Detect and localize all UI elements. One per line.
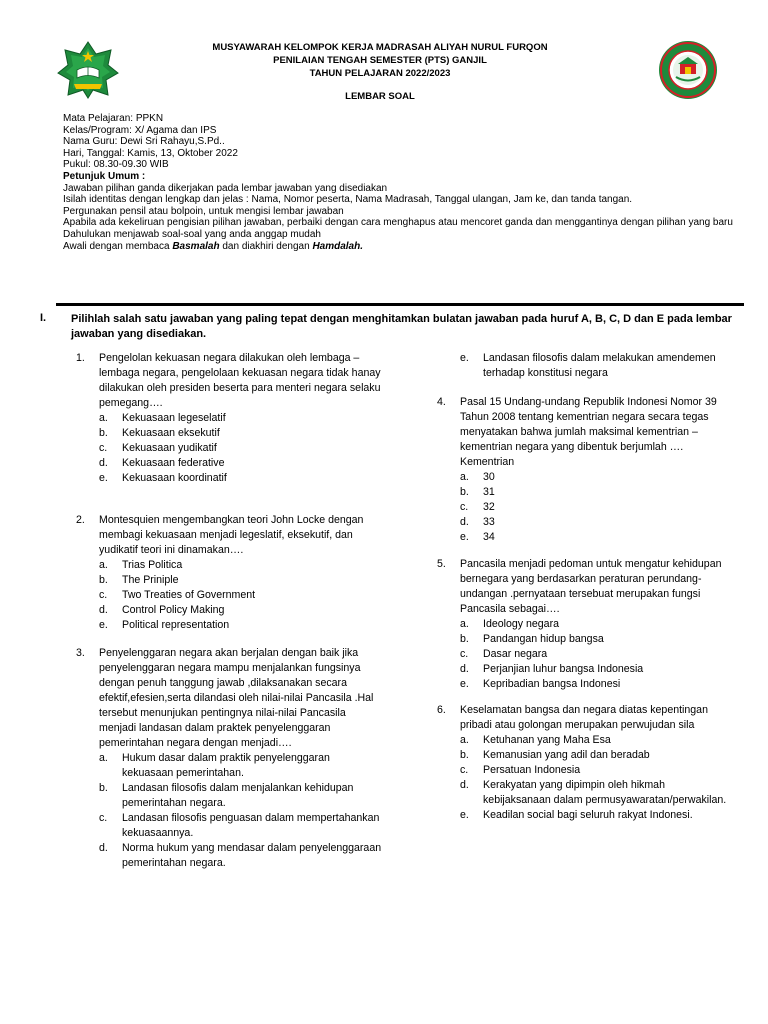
info-line: Hari, Tanggal: Kamis, 13, Oktober 2022 — [63, 147, 238, 159]
option-text: Norma hukum yang mendasar dalam penyelenggaraan pemerintahan negara. — [122, 842, 382, 869]
option-text: Kemanusian yang adil dan beradab — [483, 749, 650, 761]
option-text: Landasan filosofis penguasan dalam mempertahankan kekuasaannya. — [122, 812, 380, 839]
option-letter: d. — [99, 604, 108, 616]
instruction-item: Jawaban pilihan ganda dikerjakan pada lembar jawaban yang disediakan — [63, 182, 388, 194]
info-line: Nama Guru: Dewi Sri Rahayu,S.Pd.. — [63, 136, 225, 148]
answer-option — [460, 662, 732, 677]
answer-option — [460, 530, 732, 545]
basmalah-text: Basmalah — [172, 240, 220, 252]
option-text: 32 — [483, 501, 495, 513]
option-text: Kekuasaan koordinatif — [122, 472, 227, 484]
option-letter: b. — [99, 782, 108, 794]
option-letter: c. — [99, 442, 108, 454]
answer-option — [99, 781, 382, 811]
answer-option — [99, 558, 382, 573]
option-letter: e. — [99, 472, 108, 484]
option-letter: a. — [99, 412, 108, 424]
answer-option — [99, 441, 382, 456]
answer-option — [460, 515, 732, 530]
option-letter: a. — [460, 618, 469, 630]
question — [437, 395, 732, 545]
option-letter: d. — [460, 516, 469, 528]
option-text: Two Treaties of Government — [122, 589, 256, 601]
instruction-item: Isilah identitas dengan lengkap dan jelas : Nama, Nomor peserta, Nama Madrasah, Tanggal ulangan, Jam ke, dan tanda tangan. — [63, 194, 633, 206]
answer-option — [460, 647, 732, 662]
option-letter: c. — [460, 764, 469, 776]
option-letter: a. — [460, 734, 469, 746]
option-text: Pandangan hidup bangsa — [483, 633, 604, 645]
answer-option — [99, 811, 382, 841]
instruction-item-last — [63, 241, 733, 253]
question-number: 4. — [437, 396, 446, 408]
option-text: Political representation — [122, 619, 230, 631]
option-text: 30 — [483, 471, 495, 483]
info-line: Mata Pelajaran: PPKN — [63, 113, 164, 124]
instruction-item: Pergunakan pensil atau bolpoin, untuk mengisi lembar jawaban — [63, 205, 344, 217]
answer-option — [460, 733, 732, 748]
option-text: Control Policy Making — [122, 604, 225, 616]
instruction-item: Dahulukan menjawab soal-soal yang anda anggap mudah — [63, 228, 321, 240]
question-text: Montesquien mengembangkan teori John Locke dengan membagi kekuasaan menjadi legeslatif, eksekutif, dan yudikatif teori ini dinamakan…. — [99, 514, 364, 556]
option-letter: c. — [460, 648, 469, 660]
question-number: 5. — [437, 558, 446, 570]
option-text: Keadilan social bagi seluruh rakyat Indonesi. — [483, 809, 693, 821]
answer-option — [99, 841, 382, 871]
hamdalah-text: Hamdalah. — [312, 240, 364, 252]
question-continued — [460, 351, 730, 381]
option-text: Ideology negara — [483, 618, 559, 630]
option-letter: b. — [460, 486, 469, 498]
option-letter: c. — [460, 501, 469, 513]
sheet-title: LEMBAR SOAL — [345, 91, 415, 102]
option-text: The Priniple — [122, 574, 179, 586]
instruction-text: Awali dengan membaca — [63, 240, 173, 252]
question-number: 1. — [76, 352, 85, 364]
answer-option — [99, 456, 382, 471]
option-text: Kepribadian bangsa Indonesi — [483, 678, 621, 690]
question-text: Pengelolan kekuasan negara dilakukan oleh lembaga –lembaga negara, pengelolaan kekuasan negara tidak hanay dilakukan oleh presiden beserta para menteri negara selaku pemegang…. — [99, 352, 381, 409]
answer-option — [99, 603, 382, 618]
question — [76, 513, 382, 633]
section-number: I. — [40, 312, 47, 324]
option-letter: d. — [99, 457, 108, 469]
instruction-text: dan diakhiri dengan — [219, 240, 313, 252]
option-letter: b. — [99, 574, 108, 586]
answer-option — [99, 573, 382, 588]
option-text: Kekuasaan yudikatif — [122, 442, 217, 454]
question-number: 3. — [76, 647, 85, 659]
option-letter: c. — [99, 589, 108, 601]
option-text: Kekuasaan federative — [122, 457, 225, 469]
header-line: PENILAIAN TENGAH SEMESTER (PTS) GANJIL — [273, 55, 487, 66]
answer-option — [460, 617, 732, 632]
option-letter: a. — [460, 471, 469, 483]
option-letter: e. — [99, 619, 108, 631]
answer-option — [460, 808, 732, 823]
exam-header — [130, 41, 630, 80]
info-line: Kelas/Program: X/ Agama dan IPS — [63, 124, 217, 136]
option-letter: c. — [99, 812, 108, 824]
answer-option — [460, 748, 732, 763]
option-letter: e. — [460, 809, 469, 821]
answer-option — [99, 426, 382, 441]
question-number: 6. — [437, 704, 446, 716]
option-text: Landasan filosofis dalam melakukan amendemen terhadap konstitusi negara — [483, 352, 716, 379]
option-letter: d. — [99, 842, 108, 854]
option-letter: d. — [460, 779, 469, 791]
option-text: Trias Politica — [122, 559, 183, 571]
option-letter: a. — [99, 559, 108, 571]
question-text: Pancasila menjadi pedoman untuk mengatur kehidupan bernegara yang berdasarkan peraturan perundang-undangan .pernyataan tersebuat merupakan fungsi Pancasila sebagai…. — [460, 558, 722, 615]
section-divider — [56, 303, 744, 306]
option-letter: e. — [460, 678, 469, 690]
option-text: 33 — [483, 516, 495, 528]
option-letter: b. — [99, 427, 108, 439]
exam-info — [63, 113, 733, 252]
answer-option — [460, 632, 732, 647]
answer-option — [460, 470, 732, 485]
answer-option — [99, 588, 382, 603]
option-letter: e. — [460, 531, 469, 543]
question — [437, 557, 732, 692]
answer-option — [99, 471, 382, 486]
madrasah-seal-icon — [658, 40, 718, 100]
answer-option — [460, 351, 730, 381]
ministry-emblem-icon — [56, 40, 120, 100]
answer-option — [460, 677, 732, 692]
question-text: Keselamatan bangsa dan negara diatas kepentingan pribadi atau golongan merupakan perwujudan sila — [460, 704, 708, 731]
option-letter: b. — [460, 749, 469, 761]
option-text: Persatuan Indonesia — [483, 764, 581, 776]
option-letter: b. — [460, 633, 469, 645]
option-text: Kekuasaan eksekutif — [122, 427, 220, 439]
instructions-label: Petunjuk Umum : — [63, 170, 146, 182]
option-letter: a. — [99, 752, 108, 764]
instruction-item: Apabila ada kekeliruan pengisian pilihan jawaban, perbaiki dengan cara menghapus atau mencoret ganda dan menggantinya dengan pilihan yang baru — [63, 217, 733, 229]
option-text: 31 — [483, 486, 495, 498]
info-line: Pukul: 08.30-09.30 WIB — [63, 159, 169, 171]
option-text: Landasan filosofis dalam menjalankan kehidupan pemerintahan negara. — [122, 782, 354, 809]
option-text: Dasar negara — [483, 648, 548, 660]
question-text: Pasal 15 Undang-undang Republik Indonesi Nomor 39 Tahun 2008 tentang kementrian negara secara tegas menyatakan bahwa jumlah maksimal kementrian –kementrian negara yang dibentuk berjumlah …. Kementrian — [460, 396, 717, 468]
question — [437, 703, 732, 823]
question-text: Penyelenggaran negara akan berjalan dengan baik jika penyelenggaran negara mampu menjalankan fungsinya dengan penuh tanggung jawab ,dilaksanakan secara efektif,efesien,serta dilandasi oleh nilai-nilai Pancasila .Hal tersebut menunjukan pentingnya nilai-nilai Pancasila menjadi landasan dalam praktek penyelenggaran pemerintahan negara dengan menjadi…. — [99, 647, 374, 749]
question — [76, 646, 382, 871]
option-text: Kerakyatan yang dipimpin oleh hikmah kebijaksanaan dalam permusyawaratan/perwakilan. — [483, 779, 727, 806]
answer-option — [99, 618, 382, 633]
option-text: 34 — [483, 531, 495, 543]
header-line: MUSYAWARAH KELOMPOK KERJA MADRASAH ALIYAH NURUL FURQON — [212, 42, 548, 53]
option-letter: e. — [460, 352, 469, 364]
answer-option — [99, 751, 382, 781]
section-instruction: Pilihlah salah satu jawaban yang paling tepat dengan menghitamkan bulatan jawaban pada huruf A, B, C, D dan E pada lembar jawaban yang disediakan. — [71, 313, 732, 340]
answer-option — [99, 411, 382, 426]
option-text: Kekuasaan legeselatif — [122, 412, 226, 424]
answer-option — [460, 485, 732, 500]
option-text: Hukum dasar dalam praktik penyelenggaran kekuasaan pemerintahan. — [122, 752, 330, 779]
option-text: Ketuhanan yang Maha Esa — [483, 734, 611, 746]
answer-option — [460, 500, 732, 515]
answer-option — [460, 778, 732, 808]
question-number: 2. — [76, 514, 85, 526]
option-text: Perjanjian luhur bangsa Indonesia — [483, 663, 644, 675]
option-letter: d. — [460, 663, 469, 675]
answer-option — [460, 763, 732, 778]
question — [76, 351, 382, 486]
header-line: TAHUN PELAJARAN 2022/2023 — [309, 68, 451, 79]
